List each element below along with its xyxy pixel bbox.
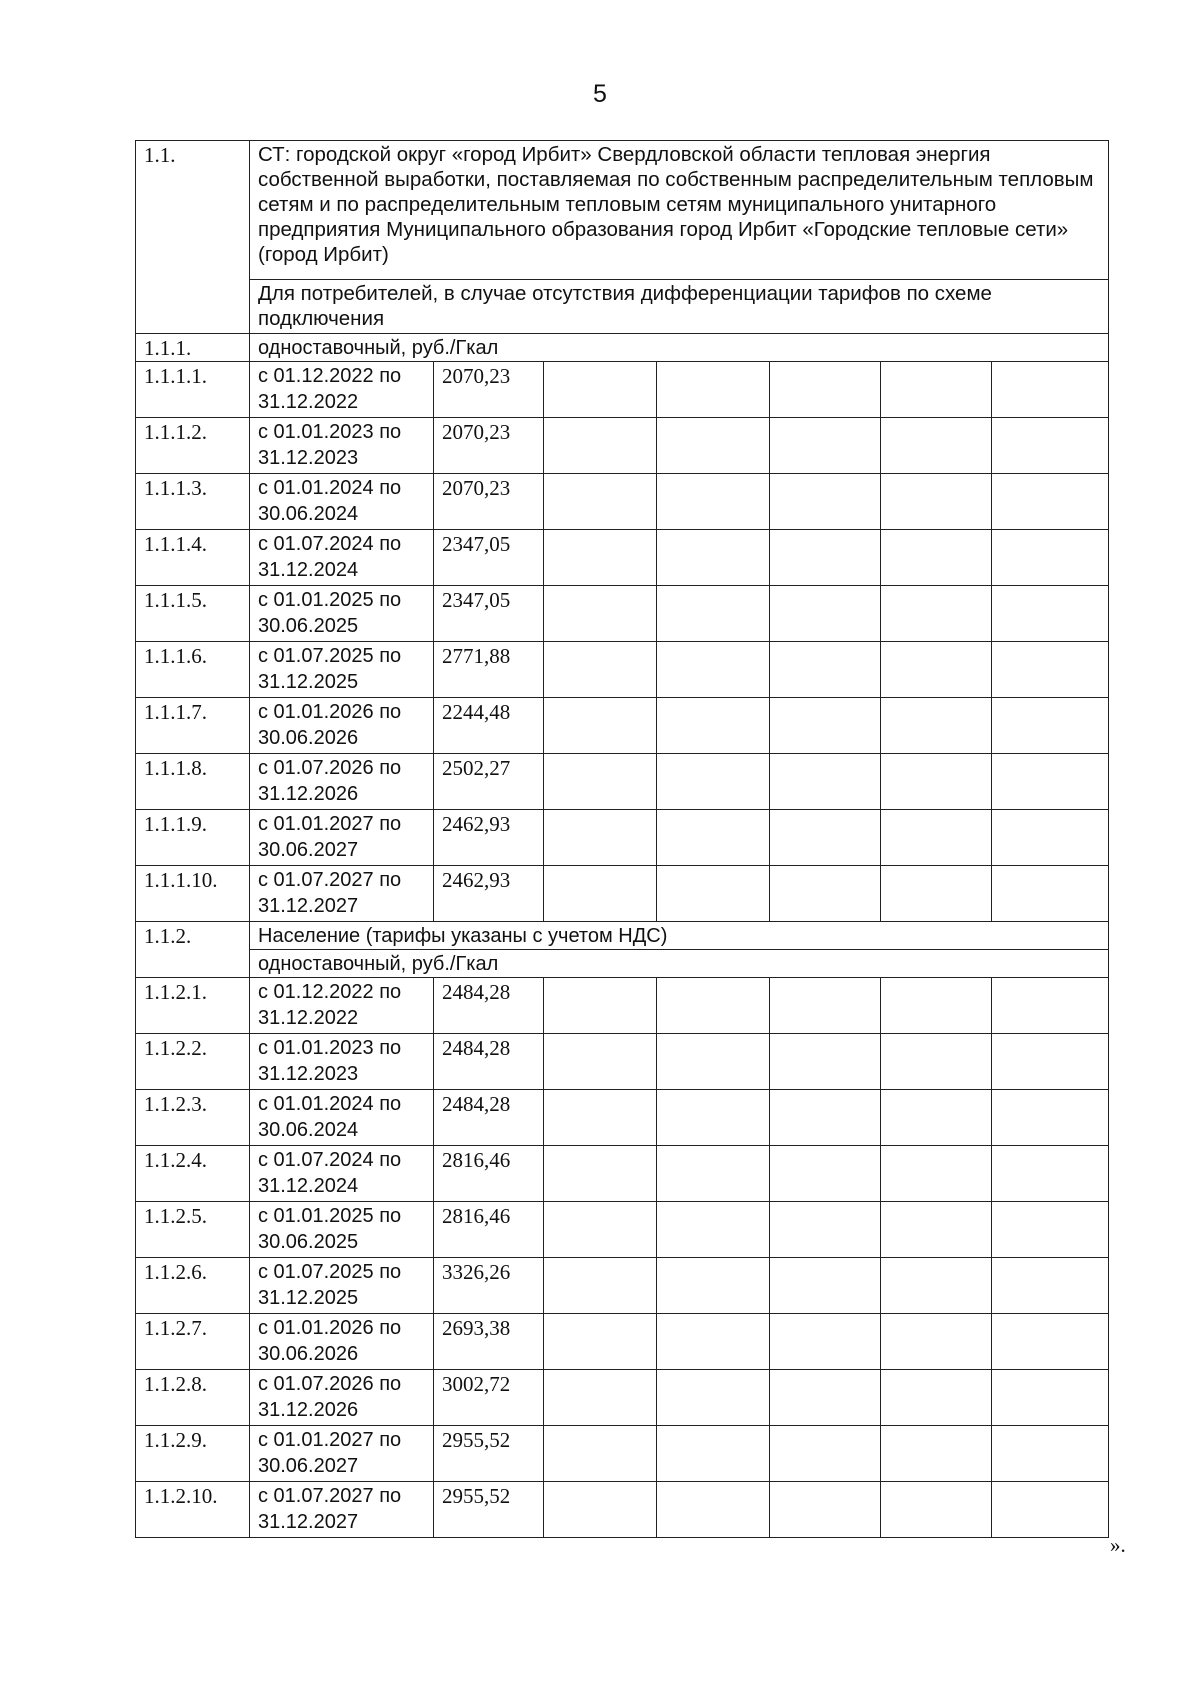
empty-cell: [881, 418, 992, 474]
empty-cell: [881, 586, 992, 642]
row-code: 1.1.2.9.: [136, 1426, 250, 1482]
row-period: с 01.12.2022 по 31.12.2022: [250, 978, 434, 1034]
row-period: с 01.01.2026 по 30.06.2026: [250, 698, 434, 754]
empty-cell: [992, 1090, 1109, 1146]
empty-cell: [657, 810, 770, 866]
row-code: 1.1.2.2.: [136, 1034, 250, 1090]
empty-cell: [881, 1034, 992, 1090]
table-row: [136, 1258, 1109, 1314]
empty-cell: [881, 362, 992, 418]
empty-cell: [881, 1202, 992, 1258]
row-period: с 01.01.2027 по 30.06.2027: [250, 1426, 434, 1482]
empty-cell: [544, 978, 657, 1034]
empty-cell: [770, 530, 881, 586]
row-code: 1.1.1.7.: [136, 698, 250, 754]
empty-cell: [770, 1258, 881, 1314]
empty-cell: [881, 642, 992, 698]
empty-cell: [992, 810, 1109, 866]
group-header-row: [136, 334, 1109, 362]
empty-cell: [992, 1202, 1109, 1258]
empty-cell: [881, 1090, 992, 1146]
row-period: с 01.07.2024 по 31.12.2024: [250, 530, 434, 586]
row-period: с 01.01.2025 по 30.06.2025: [250, 586, 434, 642]
empty-cell: [657, 642, 770, 698]
row-value: 2462,93: [434, 866, 544, 922]
empty-cell: [657, 1314, 770, 1370]
empty-cell: [992, 362, 1109, 418]
empty-cell: [770, 474, 881, 530]
empty-cell: [657, 586, 770, 642]
empty-cell: [544, 1090, 657, 1146]
empty-cell: [881, 1258, 992, 1314]
empty-cell: [881, 1482, 992, 1538]
empty-cell: [770, 642, 881, 698]
section-heading: СТ: городской округ «город Ирбит» Свердловской области тепловая энергия собственной выработки, поставляемая по собственным распределительным тепловым сетям и по распределительным тепловым сетям муниципального унитарного предприятия Муниципального образования город Ирбит «Городские тепловые сети» (город Ирбит): [250, 141, 1109, 280]
empty-cell: [992, 474, 1109, 530]
empty-cell: [544, 642, 657, 698]
empty-cell: [657, 1202, 770, 1258]
table-row: [136, 474, 1109, 530]
row-period: с 01.01.2023 по 31.12.2023: [250, 1034, 434, 1090]
row-period: с 01.01.2023 по 31.12.2023: [250, 418, 434, 474]
empty-cell: [657, 1482, 770, 1538]
empty-cell: [881, 1426, 992, 1482]
row-value: 2484,28: [434, 1034, 544, 1090]
row-period: с 01.01.2024 по 30.06.2024: [250, 474, 434, 530]
row-code: 1.1.2.3.: [136, 1090, 250, 1146]
empty-cell: [770, 362, 881, 418]
empty-cell: [544, 530, 657, 586]
empty-cell: [657, 1034, 770, 1090]
row-value: 2347,05: [434, 530, 544, 586]
empty-cell: [544, 1202, 657, 1258]
empty-cell: [881, 698, 992, 754]
row-period: с 01.01.2026 по 30.06.2026: [250, 1314, 434, 1370]
empty-cell: [544, 754, 657, 810]
empty-cell: [992, 754, 1109, 810]
page-number: 5: [593, 80, 607, 108]
empty-cell: [657, 362, 770, 418]
row-code: 1.1.1.5.: [136, 586, 250, 642]
row-period: с 01.01.2027 по 30.06.2027: [250, 810, 434, 866]
row-value: 3002,72: [434, 1370, 544, 1426]
empty-cell: [770, 866, 881, 922]
row-value: 2070,23: [434, 362, 544, 418]
empty-cell: [770, 418, 881, 474]
empty-cell: [544, 586, 657, 642]
empty-cell: [992, 1482, 1109, 1538]
row-value: 2955,52: [434, 1426, 544, 1482]
row-period: с 01.07.2025 по 31.12.2025: [250, 1258, 434, 1314]
row-value: 2816,46: [434, 1202, 544, 1258]
empty-cell: [992, 1314, 1109, 1370]
empty-cell: [881, 530, 992, 586]
row-period: с 01.07.2027 по 31.12.2027: [250, 1482, 434, 1538]
section-subheading-row: [136, 280, 1109, 334]
empty-cell: [544, 1146, 657, 1202]
row-period: с 01.07.2027 по 31.12.2027: [250, 866, 434, 922]
empty-cell: [881, 754, 992, 810]
empty-cell: [881, 474, 992, 530]
group-subtitle: одноставочный, руб./Гкал: [250, 950, 1109, 978]
empty-cell: [544, 1426, 657, 1482]
row-value: 2347,05: [434, 586, 544, 642]
section-row: [136, 141, 1109, 280]
group-subtitle-row: [136, 950, 1109, 978]
table-row: [136, 642, 1109, 698]
empty-cell: [544, 1314, 657, 1370]
table-row: [136, 866, 1109, 922]
table-row: [136, 362, 1109, 418]
row-period: с 01.01.2025 по 30.06.2025: [250, 1202, 434, 1258]
row-period: с 01.07.2025 по 31.12.2025: [250, 642, 434, 698]
empty-cell: [544, 1034, 657, 1090]
table-row: [136, 698, 1109, 754]
table-row: [136, 1314, 1109, 1370]
table-row: [136, 586, 1109, 642]
group-code: 1.1.1.: [136, 334, 250, 362]
table-row: [136, 1482, 1109, 1538]
row-period: с 01.07.2024 по 31.12.2024: [250, 1146, 434, 1202]
table-row: [136, 1202, 1109, 1258]
table-row: [136, 810, 1109, 866]
empty-cell: [992, 1146, 1109, 1202]
row-code: 1.1.2.7.: [136, 1314, 250, 1370]
row-value: 2484,28: [434, 978, 544, 1034]
table-row: [136, 418, 1109, 474]
row-period: с 01.12.2022 по 31.12.2022: [250, 362, 434, 418]
empty-cell: [657, 530, 770, 586]
empty-cell: [657, 978, 770, 1034]
table-row: [136, 1146, 1109, 1202]
empty-cell: [770, 1426, 881, 1482]
empty-cell: [992, 530, 1109, 586]
empty-cell: [544, 1370, 657, 1426]
empty-cell: [544, 418, 657, 474]
row-value: 2484,28: [434, 1090, 544, 1146]
empty-cell: [992, 978, 1109, 1034]
row-code: 1.1.1.2.: [136, 418, 250, 474]
row-code: 1.1.2.10.: [136, 1482, 250, 1538]
empty-cell: [657, 754, 770, 810]
empty-cell: [544, 474, 657, 530]
group-header-row: [136, 922, 1109, 950]
empty-cell: [881, 1370, 992, 1426]
row-value: 3326,26: [434, 1258, 544, 1314]
section-code: 1.1.: [136, 141, 250, 334]
row-value: 2244,48: [434, 698, 544, 754]
table-row: [136, 530, 1109, 586]
empty-cell: [770, 810, 881, 866]
section-subheading: Для потребителей, в случае отсутствия дифференциации тарифов по схеме подключения: [250, 280, 1109, 334]
empty-cell: [657, 1370, 770, 1426]
empty-cell: [881, 810, 992, 866]
closing-quote-mark: ».: [1110, 1533, 1126, 1557]
row-code: 1.1.1.10.: [136, 866, 250, 922]
empty-cell: [657, 474, 770, 530]
row-code: 1.1.1.8.: [136, 754, 250, 810]
empty-cell: [657, 1090, 770, 1146]
empty-cell: [770, 1146, 881, 1202]
empty-cell: [992, 1426, 1109, 1482]
row-value: 2502,27: [434, 754, 544, 810]
row-value: 2771,88: [434, 642, 544, 698]
empty-cell: [657, 1426, 770, 1482]
empty-cell: [770, 1314, 881, 1370]
row-code: 1.1.2.8.: [136, 1370, 250, 1426]
row-value: 2070,23: [434, 474, 544, 530]
empty-cell: [544, 866, 657, 922]
empty-cell: [992, 586, 1109, 642]
empty-cell: [544, 698, 657, 754]
empty-cell: [544, 1482, 657, 1538]
empty-cell: [770, 978, 881, 1034]
group-title: одноставочный, руб./Гкал: [250, 334, 1109, 362]
empty-cell: [992, 1370, 1109, 1426]
empty-cell: [770, 1090, 881, 1146]
empty-cell: [544, 362, 657, 418]
empty-cell: [657, 1258, 770, 1314]
row-code: 1.1.1.9.: [136, 810, 250, 866]
empty-cell: [992, 698, 1109, 754]
group-title: Население (тарифы указаны с учетом НДС): [250, 922, 1109, 950]
empty-cell: [770, 1370, 881, 1426]
row-value: 2070,23: [434, 418, 544, 474]
row-code: 1.1.1.1.: [136, 362, 250, 418]
empty-cell: [992, 1258, 1109, 1314]
group-code: 1.1.2.: [136, 922, 250, 978]
empty-cell: [770, 698, 881, 754]
table-row: [136, 754, 1109, 810]
tariff-table: [135, 140, 1109, 1538]
empty-cell: [770, 754, 881, 810]
table-row: [136, 1034, 1109, 1090]
row-code: 1.1.2.4.: [136, 1146, 250, 1202]
row-value: 2693,38: [434, 1314, 544, 1370]
row-code: 1.1.2.6.: [136, 1258, 250, 1314]
row-value: 2816,46: [434, 1146, 544, 1202]
empty-cell: [770, 1482, 881, 1538]
empty-cell: [544, 810, 657, 866]
empty-cell: [881, 978, 992, 1034]
row-code: 1.1.1.6.: [136, 642, 250, 698]
empty-cell: [657, 1146, 770, 1202]
row-code: 1.1.1.3.: [136, 474, 250, 530]
table-row: [136, 1090, 1109, 1146]
row-period: с 01.07.2026 по 31.12.2026: [250, 754, 434, 810]
empty-cell: [657, 698, 770, 754]
row-code: 1.1.2.5.: [136, 1202, 250, 1258]
table-row: [136, 1426, 1109, 1482]
empty-cell: [657, 418, 770, 474]
empty-cell: [881, 866, 992, 922]
table-row: [136, 1370, 1109, 1426]
empty-cell: [992, 642, 1109, 698]
row-period: с 01.07.2026 по 31.12.2026: [250, 1370, 434, 1426]
row-value: 2462,93: [434, 810, 544, 866]
empty-cell: [544, 1258, 657, 1314]
empty-cell: [770, 586, 881, 642]
empty-cell: [770, 1034, 881, 1090]
empty-cell: [881, 1146, 992, 1202]
row-code: 1.1.1.4.: [136, 530, 250, 586]
empty-cell: [992, 1034, 1109, 1090]
row-value: 2955,52: [434, 1482, 544, 1538]
empty-cell: [881, 1314, 992, 1370]
row-code: 1.1.2.1.: [136, 978, 250, 1034]
row-period: с 01.01.2024 по 30.06.2024: [250, 1090, 434, 1146]
empty-cell: [770, 1202, 881, 1258]
empty-cell: [992, 866, 1109, 922]
empty-cell: [657, 866, 770, 922]
empty-cell: [992, 418, 1109, 474]
table-row: [136, 978, 1109, 1034]
